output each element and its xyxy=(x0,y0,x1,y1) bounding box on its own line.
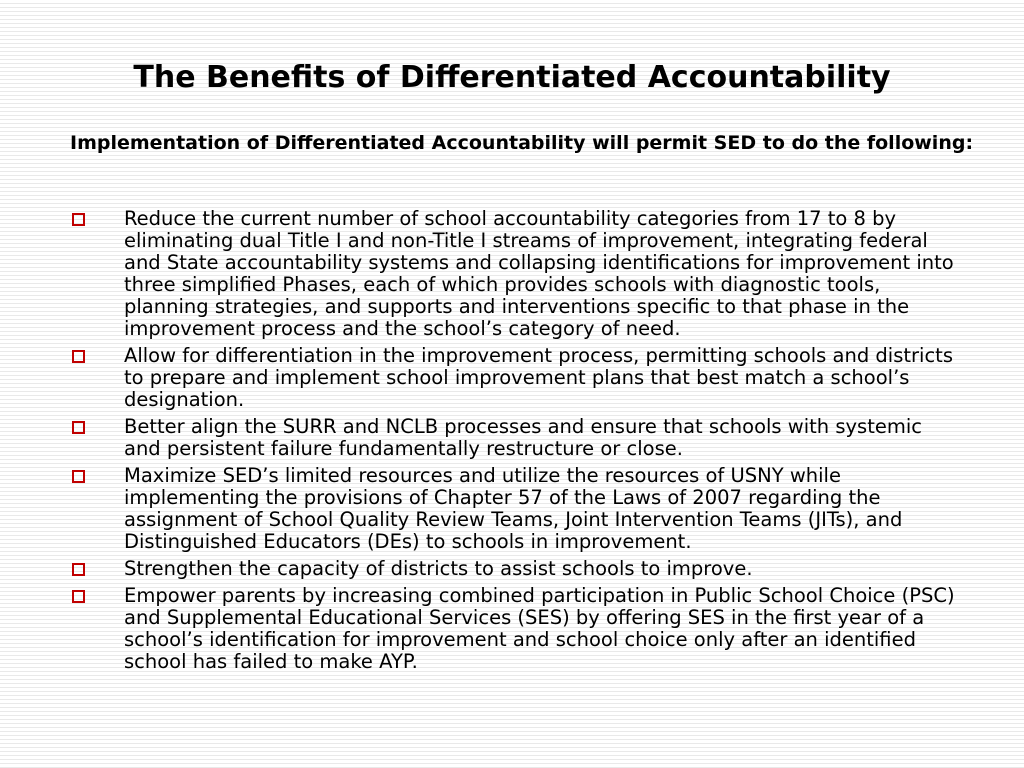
slide-title: The Benefits of Differentiated Accountability xyxy=(133,60,891,95)
bullet-list xyxy=(70,208,955,678)
bullet-item xyxy=(70,345,955,411)
bullet-item xyxy=(70,585,955,673)
bullet-text: Allow for differentiation in the improvement process, permitting schools and districts to prepare and implement school improvement plans that best match a school’s designation. xyxy=(124,344,953,411)
bullet-text: Maximize SED’s limited resources and utilize the resources of USNY while implementing the provisions of Chapter 57 of the Laws of 2007 regarding the assignment of School Quality Review Teams, Joint Intervention Teams (JITs), and Distinguished Educators (DEs) to schools in improvement. xyxy=(124,464,903,553)
intro-text: Implementation of Differentiated Accountability will permit SED to do the following: xyxy=(70,132,974,154)
bullet-text: Better align the SURR and NCLB processes and ensure that schools with systemic and persistent failure fundamentally restructure or close. xyxy=(124,415,922,460)
bullet-item xyxy=(70,465,955,553)
bullet-text: Reduce the current number of school accountability categories from 17 to 8 by eliminating dual Title I and non-Title I streams of improvement, integrating federal and State accountability systems and collapsing identifications for improvement into three simplified Phases, each of which provides schools with diagnostic tools, planning strategies, and supports and interventions specific to that phase in the improvement process and the school’s category of need. xyxy=(124,207,954,340)
hollow-square-bullet-icon xyxy=(72,421,85,434)
bullet-item xyxy=(70,416,955,460)
bullet-text: Empower parents by increasing combined participation in Public School Choice (PSC) and Supplemental Educational Services (SES) by offering SES in the first year of a school’s identification for improvement and school choice only after an identified school has failed to make AYP. xyxy=(124,584,955,673)
hollow-square-bullet-icon xyxy=(72,470,85,483)
hollow-square-bullet-icon xyxy=(72,213,85,226)
hollow-square-bullet-icon xyxy=(72,590,85,603)
bullet-item xyxy=(70,208,955,340)
hollow-square-bullet-icon xyxy=(72,563,85,576)
bullet-text: Strengthen the capacity of districts to assist schools to improve. xyxy=(124,557,753,580)
hollow-square-bullet-icon xyxy=(72,350,85,363)
bullet-item xyxy=(70,558,955,580)
